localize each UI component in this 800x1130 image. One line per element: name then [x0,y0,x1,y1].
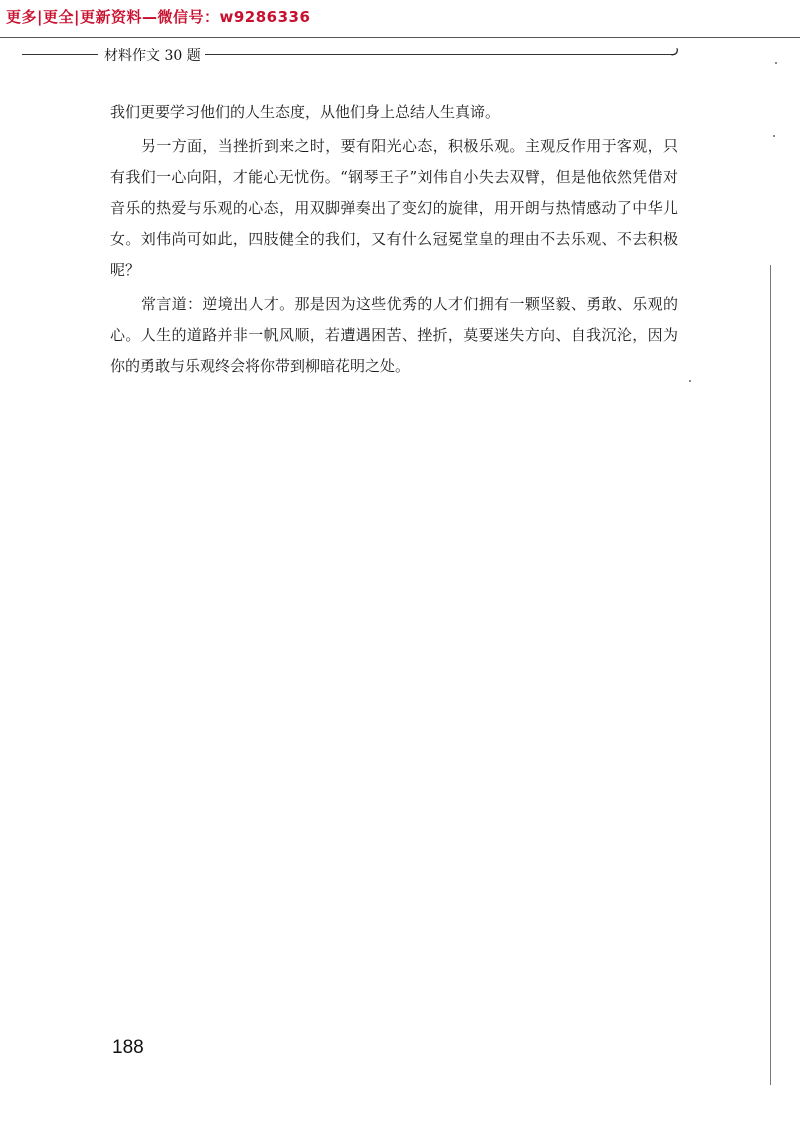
scan-corner-mark: ر [672,40,679,56]
header-rule-right [205,54,675,55]
watermark-banner: 更多|更全|更新资料—微信号：w9286336 [6,8,311,26]
paragraph-3: 常言道：逆境出人才。那是因为这些优秀的人才们拥有一颗坚毅、勇敢、乐观的心。人生的道路并非一帆风顺，若遭遇困苦、挫折，莫要迷失方向、自我沉沦，因为你的勇敢与乐观终会将你带到柳暗花明之处。 [110,295,678,375]
page-number: 188 [112,1037,144,1058]
top-rule [0,37,800,38]
body-text [110,97,678,385]
paragraph-1: 我们更要学习他们的人生态度，从他们身上总结人生真谛。 [110,103,501,121]
running-header-title: 材料作文 30 题 [104,48,201,64]
header-rule-left [22,54,98,55]
scan-speck [689,380,691,382]
scan-edge-line [770,265,771,1085]
scan-speck [773,135,775,137]
scan-speck [775,62,777,64]
paragraph-2: 另一方面，当挫折到来之时，要有阳光心态，积极乐观。主观反作用于客观，只有我们一心向阳，才能心无忧伤。“钢琴王子”刘伟自小失去双臂，但是他依然凭借对音乐的热爱与乐观的心态，用双脚弹奏出了变幻的旋律，用开朗与热情感动了中华儿女。刘伟尚可如此，四肢健全的我们，又有什么冠冕堂皇的理由不去乐观、不去积极呢？ [110,137,678,279]
